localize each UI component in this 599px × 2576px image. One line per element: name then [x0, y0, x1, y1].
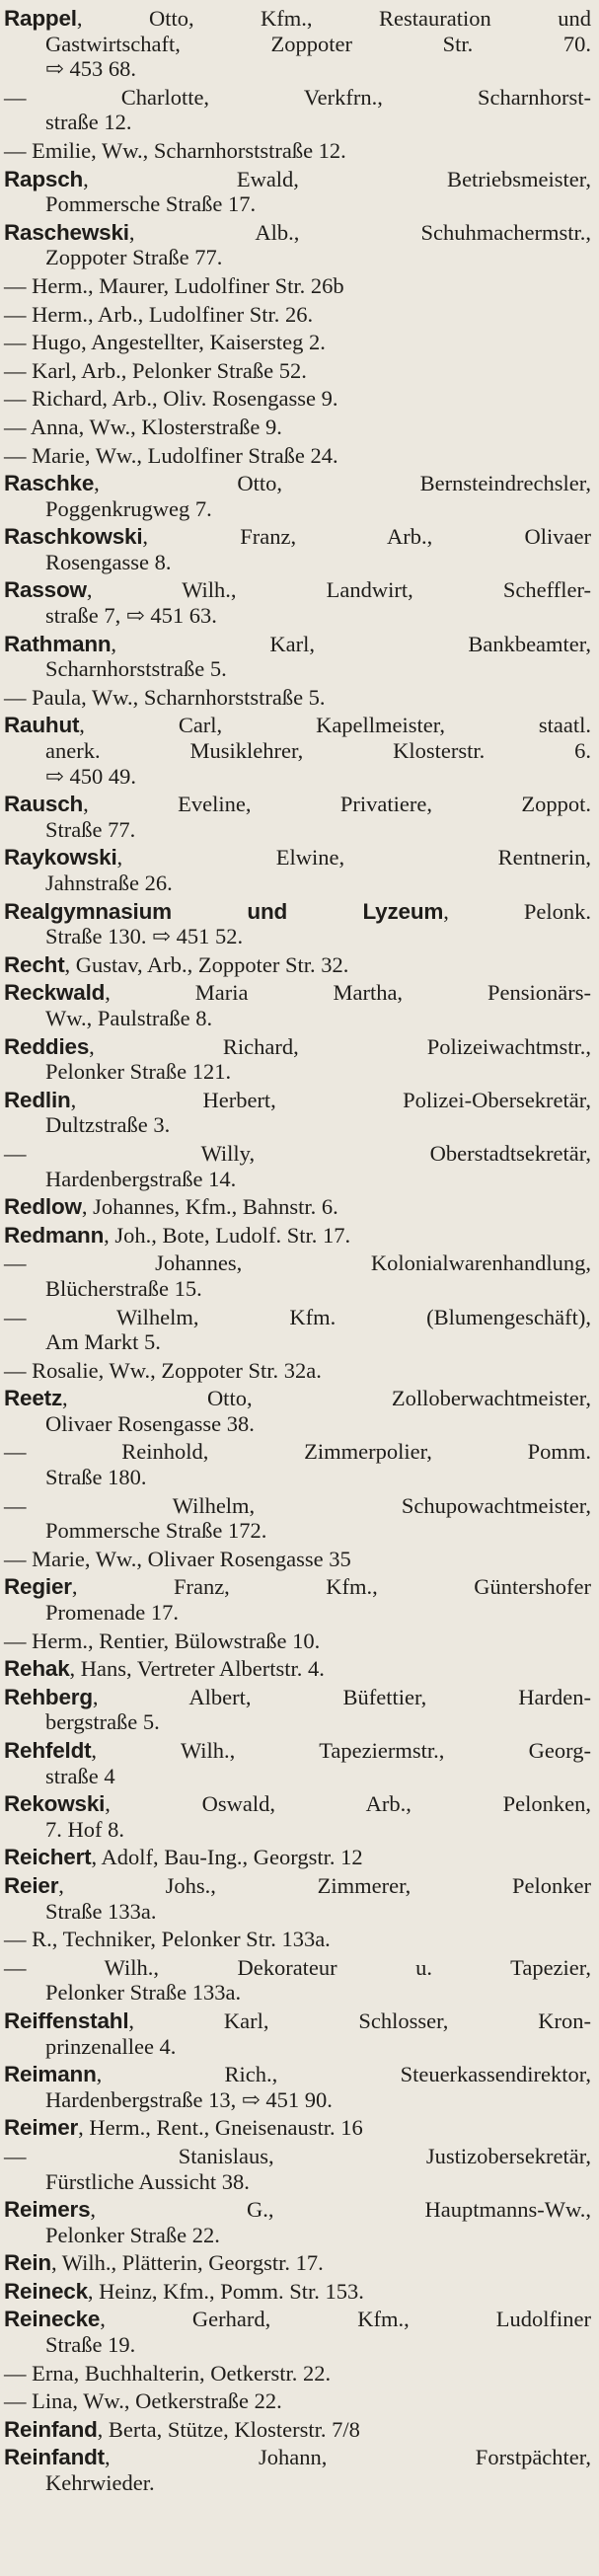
entry-text: — Karl, Arb., Pelonker Straße 52.: [4, 357, 307, 383]
directory-entry: [4, 713, 591, 789]
directory-entry: [4, 2144, 591, 2194]
surname: Reichert: [4, 1845, 92, 1870]
entry-continuation-line: [4, 1112, 591, 1138]
entry-first-line: [4, 1250, 591, 1276]
directory-entry: [4, 220, 591, 270]
entry-continuation-line: [4, 738, 591, 764]
directory-entry: [4, 330, 591, 355]
entry-text: Straße 130. ⇨ 451 52.: [45, 924, 244, 949]
entry-first-line: [4, 2361, 591, 2387]
entry-text: straße 4: [45, 1763, 115, 1788]
entry-text: — Marie, Ww., Ludolfiner Straße 24.: [4, 442, 338, 468]
entry-text: Poggenkrugweg 7.: [45, 495, 212, 521]
entry-text: Straße 133a.: [45, 1898, 157, 1924]
entry-continuation-line: [4, 1059, 591, 1085]
surname: Raykowski: [4, 845, 117, 871]
entry-first-line: [4, 2417, 591, 2443]
entry-continuation-line: [4, 110, 591, 135]
directory-entry: [4, 1305, 591, 1355]
surname: Reinecke: [4, 2307, 101, 2332]
entry-first-line: [4, 415, 591, 440]
directory-entry: [4, 577, 591, 628]
entry-continuation-line: [4, 1167, 591, 1192]
entry-text: , Herbert, Polizei-Obersekretär,: [70, 1087, 591, 1112]
entry-continuation-line: [4, 603, 591, 629]
entry-first-line: [4, 1738, 591, 1764]
entry-first-line: [4, 2008, 591, 2034]
entry-text: Kehrwieder.: [45, 2470, 155, 2496]
entry-text: Zoppoter Straße 77.: [45, 245, 223, 270]
directory-entry: [4, 1574, 591, 1625]
directory-entry: [4, 1194, 591, 1220]
entry-first-line: [4, 524, 591, 550]
entry-text: , Pelonk.: [443, 898, 591, 924]
entry-first-line: [4, 138, 591, 164]
entry-text: — Marie, Ww., Olivaer Rosengasse 35: [4, 1546, 351, 1571]
entry-text: ⇨ 453 68.: [45, 56, 136, 82]
entry-text: , Oswald, Arb., Pelonken,: [105, 1791, 591, 1817]
entry-text: , Ewald, Betriebsmeister,: [83, 166, 591, 191]
entry-text: 7. Hof 8.: [45, 1816, 124, 1842]
directory-entry: [4, 386, 591, 412]
entry-text: , G., Hauptmanns-Ww.,: [90, 2197, 591, 2223]
directory-entry: [4, 2445, 591, 2495]
directory-entry: [4, 2307, 591, 2357]
entry-text: , Gustav, Arb., Zoppoter Str. 32.: [64, 951, 349, 977]
entry-first-line: [4, 2062, 591, 2087]
entry-text: Rosengasse 8.: [45, 549, 172, 574]
entry-continuation-line: [4, 1980, 591, 2006]
entry-text: , Johs., Zimmerer, Pelonker: [58, 1872, 591, 1898]
entry-first-line: [4, 2144, 591, 2169]
entry-text: , Wilh., Tapeziermstr., Georg-: [91, 1738, 591, 1763]
surname: Rassow: [4, 577, 87, 603]
entry-continuation-line: [4, 191, 591, 217]
directory-entry: [4, 2388, 591, 2414]
entry-text: — Willy, Oberstadtsekretär,: [4, 1140, 591, 1166]
entry-text: , Joh., Bote, Ludolf. Str. 17.: [104, 1222, 351, 1248]
directory-entry: [4, 1034, 591, 1085]
entry-text: Ww., Paulstraße 8.: [45, 1005, 213, 1030]
entry-first-line: [4, 792, 591, 817]
entry-text: , Karl, Bankbeamter,: [111, 631, 591, 656]
entry-first-line: [4, 1194, 591, 1220]
entry-first-line: [4, 1141, 591, 1167]
surname: Regier: [4, 1574, 72, 1600]
entry-first-line: [4, 167, 591, 192]
entry-text: , Elwine, Rentnerin,: [116, 845, 591, 871]
directory-entry: [4, 1088, 591, 1138]
entry-continuation-line: [4, 1817, 591, 1843]
entry-text: — Wilhelm, Schupowachtmeister,: [4, 1492, 591, 1518]
entry-text: , Franz, Kfm., Güntershofer: [71, 1574, 591, 1600]
entry-text: , Maria Martha, Pensionärs-: [105, 980, 591, 1006]
entry-continuation-line: [4, 2470, 591, 2496]
entry-text: — Erna, Buchhalterin, Oetkerstr. 22.: [4, 2360, 332, 2386]
entry-text: Pelonker Straße 133a.: [45, 1980, 242, 2006]
entry-first-line: [4, 1547, 591, 1572]
surname: Reddies: [4, 1033, 90, 1059]
directory-entry: [4, 2062, 591, 2112]
entry-first-line: [4, 1305, 591, 1330]
directory-entry: [4, 273, 591, 299]
entry-first-line: [4, 1439, 591, 1465]
entry-text: Promenade 17.: [45, 1600, 179, 1626]
entry-continuation-line: [4, 1764, 591, 1789]
entry-text: — Herm., Rentier, Bülowstraße 10.: [4, 1628, 321, 1653]
directory-entry: [4, 2250, 591, 2276]
surname: Reetz: [4, 1386, 63, 1411]
entry-first-line: [4, 685, 591, 711]
directory-entry: [4, 632, 591, 682]
surname: Raschke: [4, 471, 95, 496]
entry-text: , Otto, Bernsteindrechsler,: [94, 471, 591, 496]
entry-text: Fürstliche Aussicht 38.: [45, 2168, 250, 2194]
entry-text: — Paula, Ww., Scharnhorststraße 5.: [4, 684, 326, 710]
entry-text: , Richard, Polizeiwachtmstr.,: [89, 1033, 591, 1059]
directory-entry: [4, 980, 591, 1030]
entry-text: straße 7, ⇨ 451 63.: [45, 603, 217, 629]
entry-text: — Emilie, Ww., Scharnhorststraße 12.: [4, 137, 346, 163]
directory-entry: [4, 1141, 591, 1191]
entry-first-line: [4, 1629, 591, 1654]
entry-first-line: [4, 1088, 591, 1113]
directory-entry: [4, 2279, 591, 2305]
entry-first-line: [4, 632, 591, 657]
entry-text: Am Markt 5.: [45, 1329, 161, 1355]
surname: Rehberg: [4, 1684, 93, 1709]
entry-text: — Richard, Arb., Oliv. Rosengasse 9.: [4, 386, 338, 412]
directory-entry: [4, 1386, 591, 1436]
entry-first-line: [4, 1873, 591, 1899]
entry-text: — Herm., Arb., Ludolfiner Str. 26.: [4, 301, 314, 327]
entry-first-line: [4, 2115, 591, 2141]
entry-text: anerk. Musiklehrer, Klosterstr. 6.: [45, 738, 591, 764]
entry-text: , Herm., Rent., Gneisenaustr. 16: [78, 2115, 363, 2141]
surname: Reineck: [4, 2278, 88, 2304]
surname: Rehak: [4, 1656, 70, 1682]
surname: Recht: [4, 951, 65, 977]
entry-text: , Rich., Steuerkassendirektor,: [96, 2062, 591, 2087]
entry-text: , Hans, Vertreter Albertstr. 4.: [69, 1656, 325, 1682]
surname: Raschkowski: [4, 524, 143, 550]
entry-text: ⇨ 450 49.: [45, 763, 136, 789]
entry-first-line: [4, 980, 591, 1006]
entry-text: — Hugo, Angestellter, Kaisersteg 2.: [4, 330, 326, 355]
entry-continuation-line: [4, 1709, 591, 1735]
entry-text: Pelonker Straße 121.: [45, 1059, 232, 1085]
entry-text: Hardenbergstraße 13, ⇨ 451 90.: [45, 2086, 333, 2112]
directory-entry: [4, 138, 591, 164]
entry-continuation-line: [4, 1329, 591, 1355]
directory-entry: [4, 6, 591, 82]
entry-first-line: [4, 471, 591, 496]
entry-text: Hardenbergstraße 14.: [45, 1166, 237, 1191]
surname: Reinfand: [4, 2416, 98, 2442]
entry-continuation-line: [4, 56, 591, 82]
entry-text: — Rosalie, Ww., Zoppoter Str. 32a.: [4, 1357, 322, 1383]
entry-text: — Reinhold, Zimmerpolier, Pomm.: [4, 1439, 591, 1465]
entry-first-line: [4, 1223, 591, 1249]
surname: Rauhut: [4, 713, 80, 738]
directory-entry: [4, 358, 591, 384]
surname: Rein: [4, 2250, 51, 2276]
entry-first-line: [4, 2307, 591, 2332]
directory-entry: [4, 792, 591, 842]
directory-entry: [4, 1927, 591, 1952]
surname: Rathmann: [4, 631, 112, 656]
entry-text: — Lina, Ww., Oetkerstraße 22.: [4, 2388, 282, 2414]
entry-text: — Stanislaus, Justizobersekretär,: [4, 2143, 591, 2168]
directory-entry: [4, 2197, 591, 2247]
directory-entry: [4, 1223, 591, 1249]
entry-text: Pommersche Straße 17.: [45, 191, 257, 217]
entry-first-line: [4, 1927, 591, 1952]
entry-first-line: [4, 2279, 591, 2305]
directory-entry: [4, 2115, 591, 2141]
entry-text: , Otto, Kfm., Restauration und: [76, 6, 591, 31]
directory-entry: [4, 471, 591, 521]
entry-text: , Eveline, Privatiere, Zoppot.: [83, 792, 591, 817]
entry-continuation-line: [4, 817, 591, 843]
entry-text: , Otto, Zolloberwachtmeister,: [62, 1386, 591, 1411]
directory-entry: [4, 2008, 591, 2059]
entry-first-line: [4, 1574, 591, 1600]
entry-first-line: [4, 85, 591, 111]
directory-entry: [4, 1738, 591, 1788]
entry-continuation-line: [4, 2034, 591, 2060]
surname: Rappel: [4, 6, 77, 31]
surname: Redlow: [4, 1194, 82, 1220]
entry-text: , Wilh., Landwirt, Scheffler-: [86, 577, 591, 603]
entry-continuation-line: [4, 1411, 591, 1437]
entry-text: prinzenallee 4.: [45, 2033, 177, 2059]
directory-entry: [4, 1845, 591, 1870]
directory-entry: [4, 845, 591, 895]
entry-text: bergstraße 5.: [45, 1709, 160, 1735]
entry-first-line: [4, 1358, 591, 1384]
directory-entry: [4, 1685, 591, 1735]
surname: Redlin: [4, 1087, 71, 1112]
entry-text: — Herm., Maurer, Ludolfiner Str. 26b: [4, 272, 344, 298]
surname: Rapsch: [4, 166, 84, 191]
entry-text: — R., Techniker, Pelonker Str. 133a.: [4, 1927, 331, 1952]
directory-entry: [4, 1358, 591, 1384]
entry-text: Pommersche Straße 172.: [45, 1518, 267, 1544]
directory-entry: [4, 524, 591, 574]
entry-continuation-line: [4, 496, 591, 522]
entry-first-line: [4, 358, 591, 384]
surname: Reinfandt: [4, 2445, 105, 2470]
entry-text: Straße 19.: [45, 2332, 136, 2358]
entry-continuation-line: [4, 1600, 591, 1626]
entry-text: , Heinz, Kfm., Pomm. Str. 153.: [87, 2278, 364, 2304]
entry-text: — Charlotte, Verkfrn., Scharnhorst-: [4, 84, 591, 110]
entry-text: , Albert, Büfettier, Harden-: [92, 1684, 591, 1709]
entry-text: — Anna, Ww., Klosterstraße 9.: [4, 414, 282, 439]
entry-first-line: [4, 302, 591, 328]
entry-text: Blücherstraße 15.: [45, 1275, 202, 1301]
entry-continuation-line: [4, 871, 591, 896]
entry-first-line: [4, 330, 591, 355]
entry-first-line: [4, 2388, 591, 2414]
surname: Reiffenstahl: [4, 2008, 129, 2033]
directory-entry: [4, 1629, 591, 1654]
surname: Reimer: [4, 2115, 79, 2141]
entry-continuation-line: [4, 550, 591, 575]
entry-continuation-line: [4, 1276, 591, 1302]
entry-first-line: [4, 1685, 591, 1710]
entry-first-line: [4, 713, 591, 738]
entry-text: , Alb., Schuhmachermstr.,: [128, 219, 591, 245]
entry-continuation-line: [4, 2087, 591, 2113]
entry-text: , Wilh., Plätterin, Georgstr. 17.: [50, 2250, 324, 2276]
entry-continuation-line: [4, 245, 591, 270]
entry-text: — Wilh., Dekorateur u. Tapezier,: [4, 1954, 591, 1980]
entry-text: , Carl, Kapellmeister, staatl.: [79, 713, 591, 738]
directory-entry: [4, 1656, 591, 1682]
entry-text: — Wilhelm, Kfm. (Blumengeschäft),: [4, 1304, 591, 1329]
entry-continuation-line: [4, 2169, 591, 2195]
directory-entry: [4, 2361, 591, 2387]
entry-continuation-line: [4, 764, 591, 790]
entry-first-line: [4, 273, 591, 299]
entry-first-line: [4, 1845, 591, 1870]
entry-text: Scharnhorststraße 5.: [45, 656, 227, 682]
entry-first-line: [4, 1656, 591, 1682]
surname: Realgymnasium und Lyzeum: [4, 898, 444, 924]
entry-text: Dultzstraße 3.: [45, 1112, 171, 1138]
entry-text: Gastwirtschaft, Zoppoter Str. 70.: [45, 31, 591, 56]
entry-first-line: [4, 1493, 591, 1519]
entry-first-line: [4, 386, 591, 412]
entry-continuation-line: [4, 1518, 591, 1544]
entry-continuation-line: [4, 656, 591, 682]
directory-entry: [4, 1791, 591, 1842]
entry-first-line: [4, 1955, 591, 1981]
directory-entry: [4, 1873, 591, 1924]
directory-entry: [4, 685, 591, 711]
entry-text: Straße 77.: [45, 816, 136, 842]
directory-entry: [4, 1439, 591, 1489]
entry-text: Olivaer Rosengasse 38.: [45, 1410, 255, 1436]
surname: Reimers: [4, 2197, 91, 2223]
surname: Reier: [4, 1872, 59, 1898]
directory-entry: [4, 1547, 591, 1572]
entry-continuation-line: [4, 1465, 591, 1490]
surname: Reckwald: [4, 980, 106, 1006]
entry-first-line: [4, 1034, 591, 1060]
directory-entry: [4, 415, 591, 440]
entry-text: , Berta, Stütze, Klosterstr. 7/8: [97, 2416, 360, 2442]
entry-text: , Johann, Forstpächter,: [104, 2445, 591, 2470]
surname: Reimann: [4, 2062, 97, 2087]
entry-text: — Johannes, Kolonialwarenhandlung,: [4, 1250, 591, 1276]
entry-text: Straße 180.: [45, 1465, 147, 1490]
entry-first-line: [4, 952, 591, 978]
entry-text: Jahnstraße 26.: [45, 871, 173, 895]
entry-first-line: [4, 6, 591, 32]
entry-continuation-line: [4, 32, 591, 57]
entry-text: , Adolf, Bau-Ing., Georgstr. 12: [91, 1845, 363, 1870]
surname: Rehfeldt: [4, 1738, 92, 1763]
entry-first-line: [4, 2250, 591, 2276]
entry-first-line: [4, 577, 591, 603]
surname: Rekowski: [4, 1791, 106, 1817]
directory-entry: [4, 2417, 591, 2443]
directory-entry: [4, 952, 591, 978]
directory-entry: [4, 1493, 591, 1544]
surname: Redmann: [4, 1222, 105, 1248]
entry-text: , Franz, Arb., Olivaer: [142, 524, 591, 550]
directory-entry: [4, 85, 591, 135]
directory-entry: [4, 167, 591, 217]
entry-first-line: [4, 1386, 591, 1411]
directory-entry: [4, 1250, 591, 1301]
entry-text: straße 12.: [45, 110, 132, 135]
directory-entry: [4, 443, 591, 469]
entry-continuation-line: [4, 924, 591, 949]
entry-first-line: [4, 899, 591, 925]
entry-continuation-line: [4, 1006, 591, 1031]
directory-entry: [4, 1955, 591, 2006]
entry-first-line: [4, 2197, 591, 2223]
surname: Raschewski: [4, 219, 129, 245]
entry-text: , Gerhard, Kfm., Ludolfiner: [100, 2307, 591, 2332]
surname: Rausch: [4, 792, 84, 817]
entry-first-line: [4, 443, 591, 469]
entry-continuation-line: [4, 2223, 591, 2248]
entry-text: Pelonker Straße 22.: [45, 2222, 220, 2247]
directory-entry: [4, 302, 591, 328]
entry-text: , Johannes, Kfm., Bahnstr. 6.: [81, 1194, 338, 1220]
entry-text: , Karl, Schlosser, Kron-: [128, 2008, 591, 2033]
entry-first-line: [4, 2445, 591, 2470]
entry-first-line: [4, 845, 591, 871]
entry-continuation-line: [4, 1899, 591, 1925]
directory-entry: [4, 899, 591, 949]
entry-first-line: [4, 220, 591, 246]
entry-first-line: [4, 1791, 591, 1817]
entry-continuation-line: [4, 2332, 591, 2358]
